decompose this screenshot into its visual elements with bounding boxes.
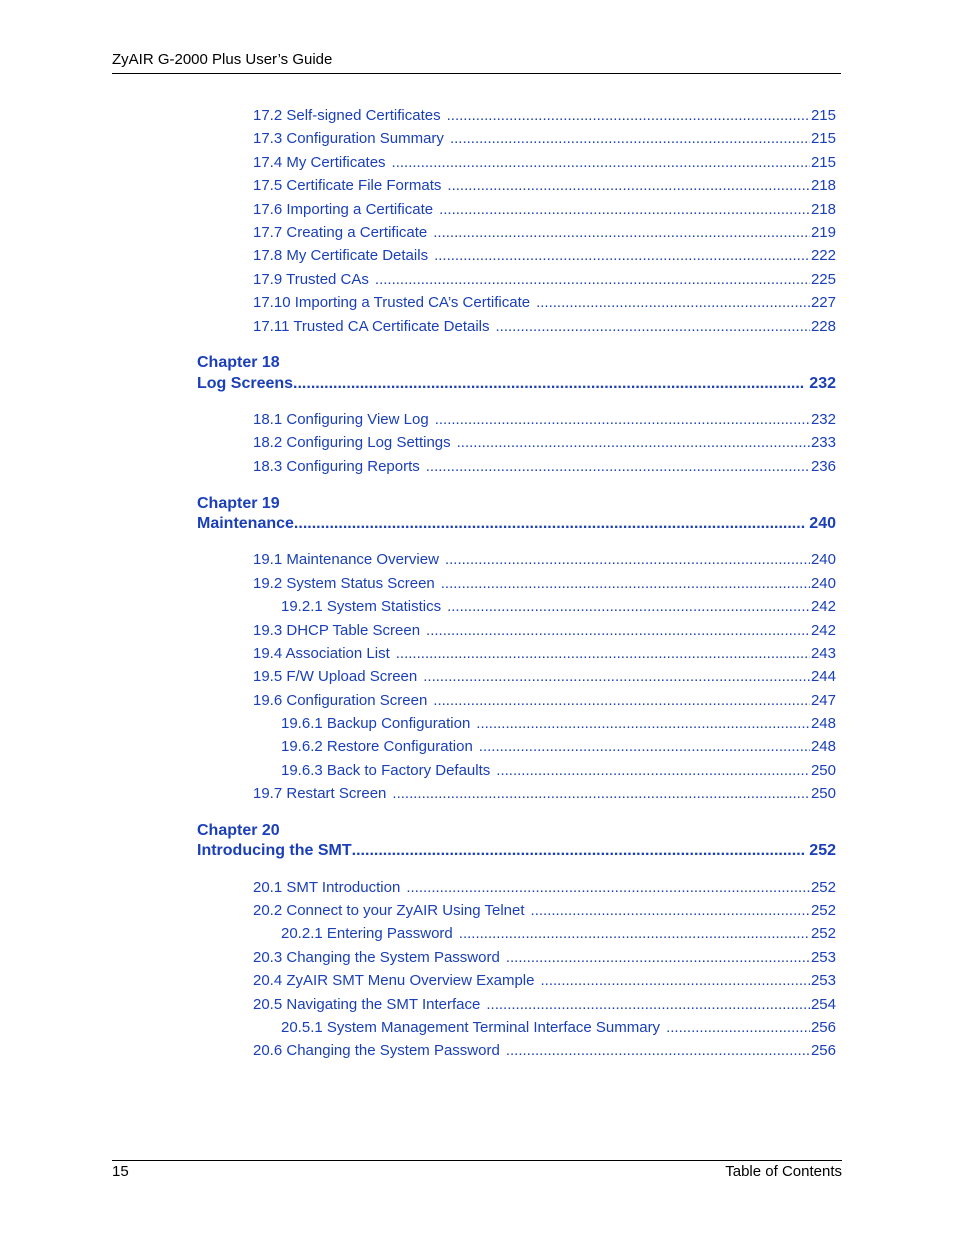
toc-entry-19-6-3[interactable]	[281, 761, 836, 781]
toc-leader	[435, 410, 810, 430]
toc-leader	[476, 714, 810, 734]
toc-entry-17-7[interactable]	[253, 223, 836, 243]
guide-title: ZyAIR G-2000 Plus User’s Guide	[112, 51, 333, 68]
toc-entry-19-3[interactable]	[253, 621, 836, 641]
toc-leader	[506, 1041, 810, 1061]
toc-entry-title: 18.2 Configuring Log Settings	[253, 434, 451, 451]
toc-leader	[423, 667, 810, 687]
toc-entry-17-8[interactable]	[253, 246, 836, 266]
toc-entry-page: 253	[810, 949, 836, 966]
toc-entry-page: 242	[810, 598, 836, 615]
toc-entry-page: 232	[810, 411, 836, 428]
toc-leader	[479, 737, 810, 757]
toc-entry-title: 20.1 SMT Introduction	[253, 879, 401, 896]
toc-leader	[486, 995, 810, 1015]
toc-entry-19-5[interactable]	[253, 667, 836, 687]
toc-leader	[506, 948, 810, 968]
chapter-title-text: Maintenance	[197, 515, 294, 532]
toc-entry-17-11[interactable]	[253, 317, 836, 337]
toc-entry-title: 20.5 Navigating the SMT Interface	[253, 996, 481, 1013]
toc-entry-19-7[interactable]	[253, 784, 836, 804]
running-header	[112, 51, 841, 74]
toc-entry-title: 17.6 Importing a Certificate	[253, 201, 434, 218]
toc-entry-18-1[interactable]	[253, 410, 836, 430]
toc-entry-page: 240	[810, 575, 836, 592]
toc-entry-19-2-1[interactable]	[281, 597, 836, 617]
toc-entry-page: 227	[810, 294, 836, 311]
toc-entry-page: 236	[810, 458, 836, 475]
toc-leader	[531, 901, 810, 921]
toc-leader	[445, 550, 810, 570]
toc-leader	[375, 270, 810, 290]
toc-entry-page: 250	[810, 785, 836, 802]
toc-entry-page: 252	[810, 925, 836, 942]
toc-leader	[392, 784, 810, 804]
toc-entry-20-6[interactable]	[253, 1041, 836, 1061]
toc-leader	[396, 644, 810, 664]
toc-entry-page: 222	[810, 247, 836, 264]
toc-entry-title: 17.8 My Certificate Details	[253, 247, 429, 264]
toc-entry-20-5[interactable]	[253, 995, 836, 1015]
chapter-18-label[interactable]: Chapter 18	[197, 354, 280, 371]
toc-leader	[536, 293, 810, 313]
toc-entry-page: 225	[810, 271, 836, 288]
chapter-page: 240	[809, 515, 836, 532]
toc-entry-page: 233	[810, 434, 836, 451]
toc-leader	[392, 153, 810, 173]
toc-entry-page: 244	[810, 668, 836, 685]
toc-entry-20-3[interactable]	[253, 948, 836, 968]
toc-leader	[352, 840, 806, 862]
toc-leader	[447, 597, 810, 617]
toc-leader	[496, 761, 810, 781]
toc-leader	[433, 223, 810, 243]
toc-leader	[406, 878, 810, 898]
toc-leader	[447, 176, 810, 196]
toc-entry-title: 20.3 Changing the System Password	[253, 949, 500, 966]
toc-leader	[496, 317, 810, 337]
toc-entry-title: 18.1 Configuring View Log	[253, 411, 429, 428]
toc-entry-title: 17.7 Creating a Certificate	[253, 224, 428, 241]
toc-entry-20-4[interactable]	[253, 971, 836, 991]
toc-entry-page: 215	[810, 154, 836, 171]
toc-entry-18-2[interactable]	[253, 433, 836, 453]
toc-entry-title: 19.6.3 Back to Factory Defaults	[281, 762, 491, 779]
toc-entry-title: 19.6.2 Restore Configuration	[281, 738, 473, 755]
toc-entry-17-2[interactable]	[253, 106, 836, 126]
toc-entry-title: 19.3 DHCP Table Screen	[253, 622, 421, 639]
toc-entry-page: 248	[810, 715, 836, 732]
toc-entry-title: 17.9 Trusted CAs	[253, 271, 369, 288]
chapter-title-text: Introducing the SMT	[197, 842, 352, 859]
toc-leader	[457, 433, 810, 453]
toc-entry-page: 252	[810, 902, 836, 919]
toc-entry-19-6-1[interactable]	[281, 714, 836, 734]
toc-entry-page: 250	[810, 762, 836, 779]
chapter-19-label[interactable]: Chapter 19	[197, 495, 280, 512]
toc-entry-18-3[interactable]	[253, 457, 836, 477]
toc-entry-page: 248	[810, 738, 836, 755]
chapter-18-title[interactable]	[197, 373, 836, 395]
toc-entry-title: 19.2.1 System Statistics	[281, 598, 442, 615]
toc-entry-page: 218	[810, 201, 836, 218]
chapter-19-title[interactable]	[197, 513, 836, 535]
toc-leader	[426, 621, 810, 641]
toc-entry-17-5[interactable]	[253, 176, 836, 196]
toc-leader	[294, 513, 805, 535]
toc-leader	[459, 924, 810, 944]
toc-leader	[439, 200, 810, 220]
page-number: 15	[112, 1163, 129, 1180]
toc-entry-19-6[interactable]	[253, 691, 836, 711]
toc-entry-19-4[interactable]	[253, 644, 836, 664]
toc-entry-17-9[interactable]	[253, 270, 836, 290]
toc-entry-17-10[interactable]	[253, 293, 836, 313]
toc-entry-title: 20.2.1 Entering Password	[281, 925, 453, 942]
toc-entry-title: 20.2 Connect to your ZyAIR Using Telnet	[253, 902, 525, 919]
toc-entry-page: 254	[810, 996, 836, 1013]
toc-entry-title: 19.7 Restart Screen	[253, 785, 387, 802]
toc-entry-page: 253	[810, 972, 836, 989]
toc-entry-20-5-1[interactable]	[281, 1018, 836, 1038]
toc-entry-page: 256	[810, 1019, 836, 1036]
toc-entry-title: 20.4 ZyAIR SMT Menu Overview Example	[253, 972, 535, 989]
toc-leader	[293, 373, 805, 395]
toc-entry-title: 19.1 Maintenance Overview	[253, 551, 439, 568]
toc-entry-title: 17.10 Importing a Trusted CA’s Certificate	[253, 294, 531, 311]
toc-entry-17-4[interactable]	[253, 153, 836, 173]
toc-entry-title: 20.6 Changing the System Password	[253, 1042, 500, 1059]
toc-entry-page: 256	[810, 1042, 836, 1059]
toc-entry-page: 219	[810, 224, 836, 241]
toc-entry-page: 240	[810, 551, 836, 568]
toc-leader	[433, 691, 810, 711]
chapter-20-label[interactable]: Chapter 20	[197, 822, 280, 839]
toc-leader	[434, 246, 810, 266]
chapter-page: 232	[809, 375, 836, 392]
toc-entry-title: 19.2 System Status Screen	[253, 575, 435, 592]
toc-entry-title: 17.5 Certificate File Formats	[253, 177, 442, 194]
toc-entry-page: 228	[810, 318, 836, 335]
toc-entry-19-2[interactable]	[253, 574, 836, 594]
toc-entry-20-2[interactable]	[253, 901, 836, 921]
toc-leader	[666, 1018, 810, 1038]
toc-entry-title: 17.3 Configuration Summary	[253, 130, 444, 147]
toc-entry-title: 19.5 F/W Upload Screen	[253, 668, 418, 685]
chapter-page: 252	[809, 842, 836, 859]
chapter-title-text: Log Screens	[197, 375, 294, 392]
toc-entry-page: 242	[810, 622, 836, 639]
toc-entry-title: 19.6.1 Backup Configuration	[281, 715, 471, 732]
toc-entry-17-6[interactable]	[253, 200, 836, 220]
toc-entry-page: 215	[810, 107, 836, 124]
running-footer	[112, 1160, 842, 1181]
toc-entry-page: 252	[810, 879, 836, 896]
toc-entry-page: 215	[810, 130, 836, 147]
toc-entry-title: 18.3 Configuring Reports	[253, 458, 420, 475]
toc-entry-title: 17.11 Trusted CA Certificate Details	[253, 318, 490, 335]
toc-entry-19-1[interactable]	[253, 550, 836, 570]
toc-leader	[426, 457, 810, 477]
toc-leader	[450, 129, 810, 149]
toc-entry-title: 19.6 Configuration Screen	[253, 692, 428, 709]
toc-entry-title: 17.2 Self-signed Certificates	[253, 107, 441, 124]
toc-leader	[441, 574, 810, 594]
toc-entry-20-2-1[interactable]	[281, 924, 836, 944]
toc-entry-page: 218	[810, 177, 836, 194]
toc-entry-title: 17.4 My Certificates	[253, 154, 386, 171]
toc-leader	[540, 971, 809, 991]
toc-entry-17-3[interactable]	[253, 129, 836, 149]
toc-entry-page: 247	[810, 692, 836, 709]
toc-entry-20-1[interactable]	[253, 878, 836, 898]
chapter-20-title[interactable]	[197, 840, 836, 862]
toc-entry-title: 20.5.1 System Management Terminal Interface Summary	[281, 1019, 661, 1036]
toc-entry-title: 19.4 Association List	[253, 645, 390, 662]
toc-entry-19-6-2[interactable]	[281, 737, 836, 757]
toc-leader	[447, 106, 810, 126]
section-name: Table of Contents	[725, 1163, 842, 1180]
toc-entry-page: 243	[810, 645, 836, 662]
